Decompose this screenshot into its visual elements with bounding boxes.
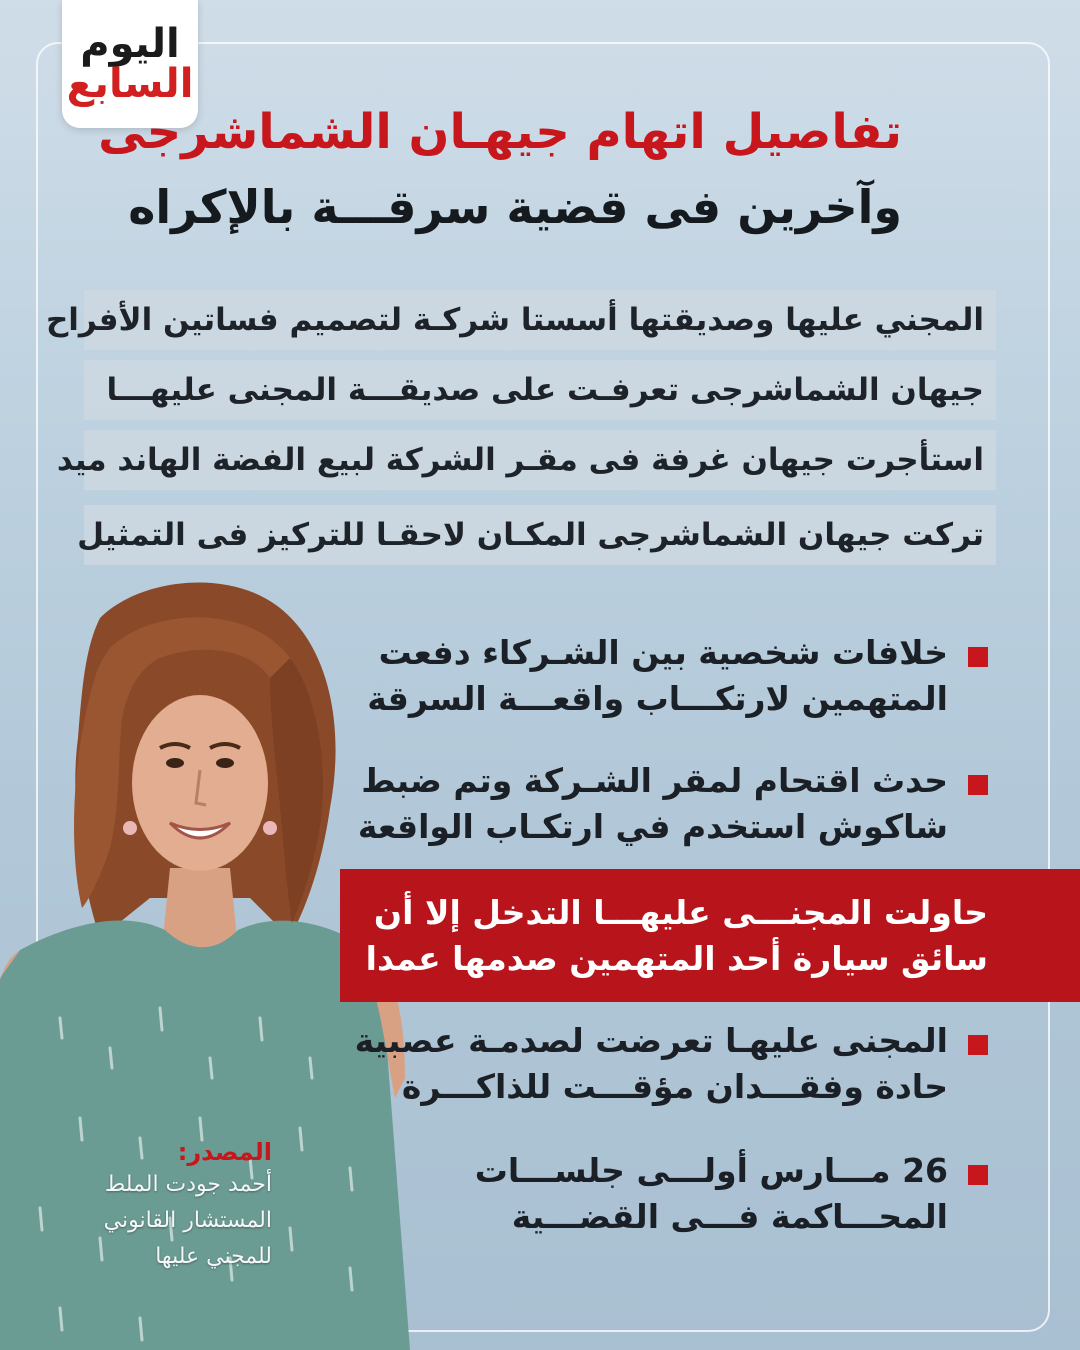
source-line: للمجني عليها (155, 1244, 272, 1269)
bullet-square-icon (968, 1035, 988, 1055)
bullet-square-icon (968, 775, 988, 795)
bullet-item (358, 758, 988, 850)
bullet-line: خلافات شخصية بين الشـركاء دفعت (378, 633, 948, 672)
bullet-line: حادة وفقـــدان مؤقـــت للذاكـــرة (401, 1067, 948, 1106)
source-line: المستشار القانوني (103, 1208, 272, 1233)
fact-text: تركت جيهان الشماشرجى المكـان لاحقـا للتركيز فى التمثيل (77, 517, 984, 553)
source-credit (40, 1137, 272, 1275)
bullet-line: المجنى عليهـا تعرضت لصدمـة عصبية (354, 1021, 948, 1060)
bullet-text (355, 1018, 948, 1110)
logo-line-2: السابع (66, 61, 194, 107)
bullet-line: المحـــاكمة فـــى القضـــية (511, 1197, 948, 1236)
highlight-line: حاولت المجنـــى عليهـــا التدخل إلا أن (373, 893, 988, 932)
highlight-text (366, 890, 988, 982)
fact-text: استأجرت جيهان غرفة فى مقـر الشركة لبيع الفضة الهاند ميد (56, 442, 984, 478)
bullet-line: المتهمين لارتكـــاب واقعـــة السرقة (367, 679, 948, 718)
fact-text: المجني عليها وصديقتها أسستا شركـة لتصميم فساتين الأفراح (45, 302, 984, 338)
bullet-square-icon (968, 1165, 988, 1185)
headline-line-1: تفاصيل اتهام جيهـان الشماشرجى (98, 104, 902, 160)
bullet-line: 26 مـــارس أولـــى جلســـات (474, 1151, 948, 1190)
logo-line-1: اليوم (80, 21, 180, 67)
fact-strip (77, 505, 996, 565)
headline-line-2: وآخرين فى قضية سرقـــة بالإكراه (128, 180, 902, 234)
fact-strip (84, 360, 996, 420)
fact-strip (45, 290, 996, 350)
bullet-line: شاكوش استخدم في ارتكـاب الواقعة (357, 807, 948, 846)
bullet-text (475, 1148, 948, 1240)
bullet-item (367, 630, 988, 722)
bullet-item (475, 1148, 988, 1240)
bullet-text (358, 758, 948, 850)
fact-strip (56, 430, 996, 490)
bullet-square-icon (968, 647, 988, 667)
bullet-line: حدث اقتحام لمقر الشـركة وتم ضبط (361, 761, 948, 800)
bullet-item (355, 1018, 988, 1110)
fact-text: جيهان الشماشرجى تعرفـت على صديقـــة المجنى عليهـــا (106, 372, 984, 408)
source-label: المصدر: (177, 1138, 272, 1166)
highlight-line: سائق سيارة أحد المتهمين صدمها عمدا (365, 939, 988, 978)
bullet-text (367, 630, 948, 722)
source-line: أحمد جودت الملط (104, 1172, 272, 1197)
